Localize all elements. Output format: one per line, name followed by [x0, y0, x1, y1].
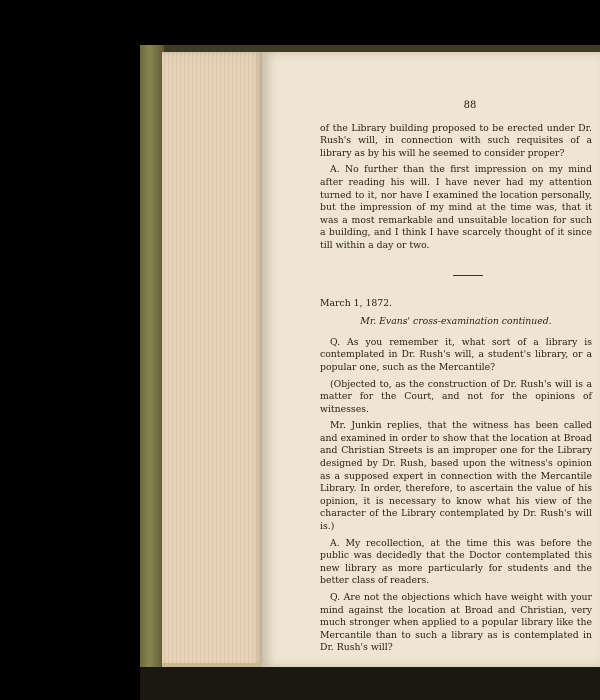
book-spine-edge: [140, 45, 164, 700]
section-subtitle: Mr. Evans' cross-examination continued.: [360, 316, 552, 328]
section-date: March 1, 1872.: [320, 297, 393, 309]
page-edges: [162, 52, 262, 667]
page-text: [320, 100, 592, 659]
paragraph-5: Mr. Junkin replies, that the witness has been called and examined in order to show that the location at Broad and Christian Streets is an improper one for the Library designed by Dr. Rush, based upon the witness's opinion as a supposed expert in connection with the Mercantile Library. In order, therefore, to ascertain the value of his opinion, it is necessary to know what his view of the character of the Library contemplated by Dr. Rush's will is.): [320, 420, 592, 533]
page-number: 88: [463, 100, 477, 111]
paragraph-3: Q. As you remember it, what sort of a library is contemplated in Dr. Rush's will, a student's library, or a popular one, such as the Mercantile?: [320, 336, 592, 373]
paragraph-6: A. My recollection, at the time this was before the public was decidedly that the Doctor contemplated this new library as more particularly for students and the better class of readers.: [320, 537, 592, 587]
paragraph-2: A. No further than the first impression on my mind after reading his will. I have never had my attention turned to it, nor have I examined the location personally, but the impression of my mind at the time was, that it was a most remarkable and unsuitable location for such a building, and I think I have scarcely thought of it since till within a day or two.: [320, 164, 592, 251]
bottom-shadow: [140, 667, 600, 700]
section-divider: [453, 275, 483, 276]
paragraph-7: Q. Are not the objections which have weight with your mind against the location at Broad and Christian, very much stronger when applied to a popular library like the Mercantile than to such a library as is contemplated in Dr. Rush's will?: [320, 592, 592, 654]
paragraph-1: of the Library building proposed to be erected under Dr. Rush's will, in connection with such requisites of a library as by his will he seemed to consider proper?: [320, 122, 592, 159]
paragraph-4: (Objected to, as the construction of Dr. Rush's will is a matter for the Court, and not for the opinions of witnesses.: [320, 378, 592, 415]
